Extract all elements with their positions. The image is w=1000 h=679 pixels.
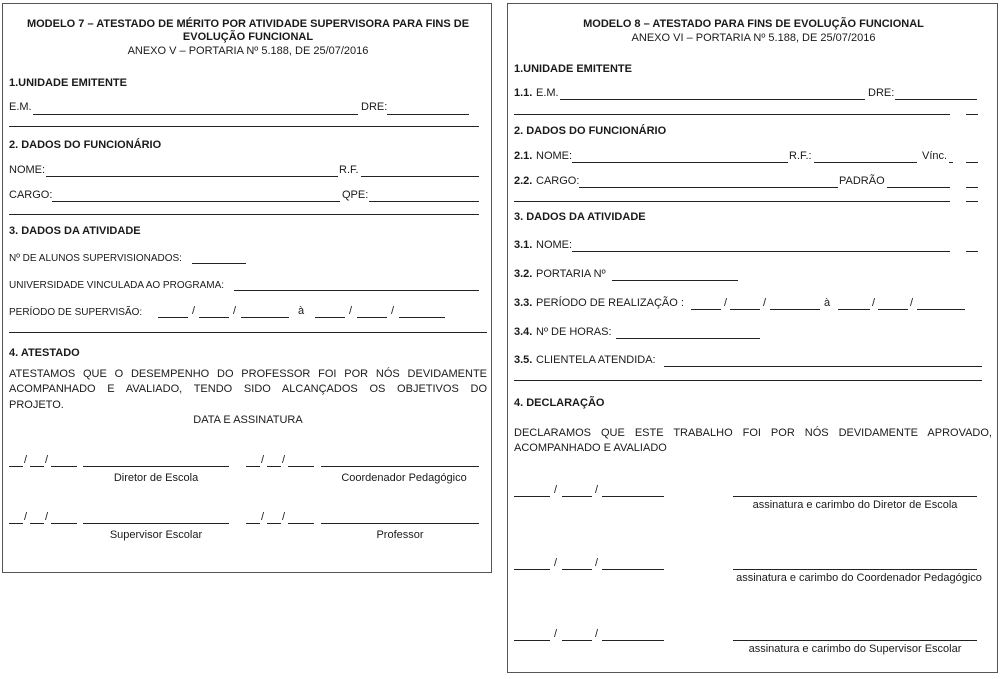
alunos-field[interactable] [192,263,246,264]
periodo-slash: / [724,297,728,309]
portaria-label: PORTARIA Nº [536,268,606,280]
form8-title: MODELO 8 – ATESTADO PARA FINS DE EVOLUÇÃO FUNCIONAL [583,18,924,30]
periodo-inicio-ano[interactable] [770,309,820,310]
periodo-slash: / [763,297,767,309]
periodo-slash: / [233,305,237,317]
padrao-extra-short[interactable] [966,187,978,188]
section-dados-funcionario: 2. DADOS DO FUNCIONÁRIO [514,125,667,137]
signature-label-coordenador: Coordenador Pedagógico [341,472,467,484]
signature-label-diretor: assinatura e carimbo do Diretor de Escola [752,499,958,511]
cargo-extra-line[interactable] [514,201,950,202]
clientela-label: CLIENTELA ATENDIDA: [536,354,656,366]
sig-date-year[interactable] [51,523,77,524]
periodo-ate: à [298,305,305,317]
atividade-nome-extra[interactable] [966,251,978,252]
section-dados-atividade: 3. DADOS DA ATIVIDADE [9,225,141,237]
sig-date-month[interactable] [267,523,281,524]
periodo-inicio-mes[interactable] [730,309,760,310]
rf-field[interactable] [814,162,917,163]
item-number: 2.1. [514,150,533,162]
sig-date-month[interactable] [267,466,281,467]
signature-label-coordenador: assinatura e carimbo do Coordenador Pedagógico [736,572,982,584]
portaria-field[interactable] [612,280,738,281]
declaracao-text-line1: DECLARAMOS QUE ESTE TRABALHO FOI POR NÓS DEVIDAMENTE APROVADO, [514,427,992,439]
sig-date-day[interactable] [9,523,23,524]
signature-label-diretor: Diretor de Escola [113,472,199,484]
sig-date-day[interactable] [9,466,23,467]
padrao-field[interactable] [887,187,950,188]
alunos-label: Nº DE ALUNOS SUPERVISIONADOS: [9,253,182,264]
signature-label-supervisor: assinatura e carimbo do Supervisor Escolar [748,643,962,655]
signature-line-professor[interactable] [321,523,479,524]
date-slash: / [554,628,558,640]
sig-date-day[interactable] [246,523,260,524]
clientela-extra-line[interactable] [514,380,982,381]
sig-date-month[interactable] [30,466,44,467]
sig-date-day[interactable] [246,466,260,467]
item-number: 1.1. [514,87,533,99]
periodo-slash: / [872,297,876,309]
cargo-label: CARGO: [9,189,53,201]
form7-title: MODELO 7 – ATESTADO DE MÉRITO POR ATIVIDADE SUPERVISORA PARA FINS DE [26,18,470,30]
rf-label: R.F. [339,164,359,176]
item-number: 3.2. [514,268,533,280]
sig-date-month[interactable] [562,569,592,570]
cargo-field[interactable] [579,187,838,188]
periodo-label: PERÍODO DE REALIZAÇÃO : [536,297,684,309]
nome-field[interactable] [572,162,788,163]
qpe-field[interactable] [369,201,479,202]
periodo-fim-mes[interactable] [357,317,387,318]
date-slash: / [282,511,286,523]
form7-annex: ANEXO V – PORTARIA Nº 5.188, DE 25/07/2016 [127,45,369,57]
date-slash: / [261,454,265,466]
horas-field[interactable] [616,338,760,339]
sig-date-day[interactable] [514,569,550,570]
periodo-fim-mes[interactable] [878,309,908,310]
sig-date-day[interactable] [514,640,550,641]
signature-line-diretor[interactable] [733,496,977,497]
universidade-label: UNIVERSIDADE VINCULADA AO PROGRAMA: [9,280,225,291]
form-modelo-8 [507,3,998,673]
section-unidade-emitente: 1.UNIDADE EMITENTE [9,77,127,89]
date-slash: / [45,454,49,466]
sig-date-year[interactable] [602,496,664,497]
item-number: 3.3. [514,297,533,309]
cargo-extra-line[interactable] [9,214,479,215]
cargo-field[interactable] [52,201,340,202]
dre-field[interactable] [895,99,977,100]
signature-line-supervisor[interactable] [83,523,229,524]
padrao-label: PADRÃO [839,175,885,187]
atestado-text-line3: PROJETO. [9,399,64,411]
dre-label: DRE: [868,87,895,99]
periodo-slash: / [391,305,395,317]
em-extra-line[interactable] [9,126,479,127]
atividade-nome-label: NOME: [536,239,573,251]
em-field[interactable] [33,114,358,115]
rf-field[interactable] [361,176,479,177]
sig-date-year[interactable] [288,466,314,467]
periodo-extra-line[interactable] [9,332,487,333]
atividade-nome-field[interactable] [572,251,950,252]
section-declaracao: 4. DECLARAÇÃO [514,397,605,409]
qpe-label: QPE: [342,189,369,201]
vinc-extra-short[interactable] [966,162,978,163]
em-extra-line[interactable] [514,114,950,115]
atestado-text-line2: ACOMPANHADO E AVALIADO, TENDO SIDO ALCANÇADOS OS OBJETIVOS DO [9,383,487,395]
periodo-inicio-mes[interactable] [199,317,229,318]
em-field[interactable] [560,99,865,100]
periodo-fim-ano[interactable] [399,317,445,318]
date-slash: / [595,557,599,569]
periodo-fim-ano[interactable] [917,309,965,310]
rf-label: R.F.: [789,150,812,162]
item-number: 3.4. [514,326,533,338]
sig-date-year[interactable] [602,640,664,641]
date-slash: / [595,484,599,496]
dre-field[interactable] [387,114,469,115]
date-slash: / [554,557,558,569]
em-label: E.M. [536,87,559,99]
sig-date-month[interactable] [30,523,44,524]
periodo-label: PERÍODO DE SUPERVISÃO: [9,307,143,318]
signature-line-coordenador[interactable] [733,569,977,570]
form7-title-line2: EVOLUÇÃO FUNCIONAL [182,31,314,43]
declaracao-text-line2: ACOMPANHADO E AVALIADO [514,442,667,454]
em-extra-short[interactable] [966,114,978,115]
sig-date-year[interactable] [602,569,664,570]
signature-line-supervisor[interactable] [733,640,977,641]
sig-date-year[interactable] [288,523,314,524]
atestado-text-line1: ATESTAMOS QUE O DESEMPENHO DO PROFESSOR FOI POR NÓS DEVIDAMENTE [9,368,487,380]
horas-label: Nº DE HORAS: [536,326,612,338]
section-dados-atividade: 3. DADOS DA ATIVIDADE [514,211,646,223]
date-slash: / [282,454,286,466]
periodo-fim-dia[interactable] [315,317,345,318]
date-slash: / [261,511,265,523]
sig-date-year[interactable] [51,466,77,467]
vinc-field[interactable] [949,162,953,163]
sig-date-month[interactable] [562,496,592,497]
item-number: 2.2. [514,175,533,187]
signature-label-professor: Professor [376,529,424,541]
vinc-label: Vínc. [922,150,948,162]
periodo-inicio-dia[interactable] [158,317,188,318]
signature-label-supervisor: Supervisor Escolar [109,529,203,541]
signature-line-coordenador[interactable] [321,466,479,467]
universidade-field[interactable] [234,290,479,291]
date-slash: / [24,454,28,466]
periodo-inicio-dia[interactable] [691,309,721,310]
dre-label: DRE: [361,101,388,113]
date-slash: / [595,628,599,640]
nome-label: NOME: [9,164,46,176]
date-slash: / [45,511,49,523]
form-modelo-7 [2,3,492,573]
section-dados-funcionario: 2. DADOS DO FUNCIONÁRIO [9,139,162,151]
nome-label: NOME: [536,150,573,162]
cargo-label: CARGO: [536,175,580,187]
sig-date-month[interactable] [562,640,592,641]
item-number: 3.5. [514,354,533,366]
periodo-fim-dia[interactable] [838,309,870,310]
date-slash: / [554,484,558,496]
periodo-slash: / [192,305,196,317]
cargo-extra-short[interactable] [966,201,978,202]
periodo-ate: à [824,297,831,309]
data-assinatura-label: DATA E ASSINATURA [193,414,303,426]
date-slash: / [24,511,28,523]
form8-annex: ANEXO VI – PORTARIA Nº 5.188, DE 25/07/2016 [631,32,876,44]
item-number: 3.1. [514,239,533,251]
clientela-field[interactable] [664,366,982,367]
sig-date-day[interactable] [514,496,550,497]
periodo-slash: / [349,305,353,317]
signature-line-diretor[interactable] [83,466,229,467]
nome-field[interactable] [46,176,338,177]
periodo-inicio-ano[interactable] [241,317,289,318]
section-unidade-emitente: 1.UNIDADE EMITENTE [514,63,632,75]
section-atestado: 4. ATESTADO [9,347,80,359]
em-label: E.M. [9,101,32,113]
periodo-slash: / [910,297,914,309]
